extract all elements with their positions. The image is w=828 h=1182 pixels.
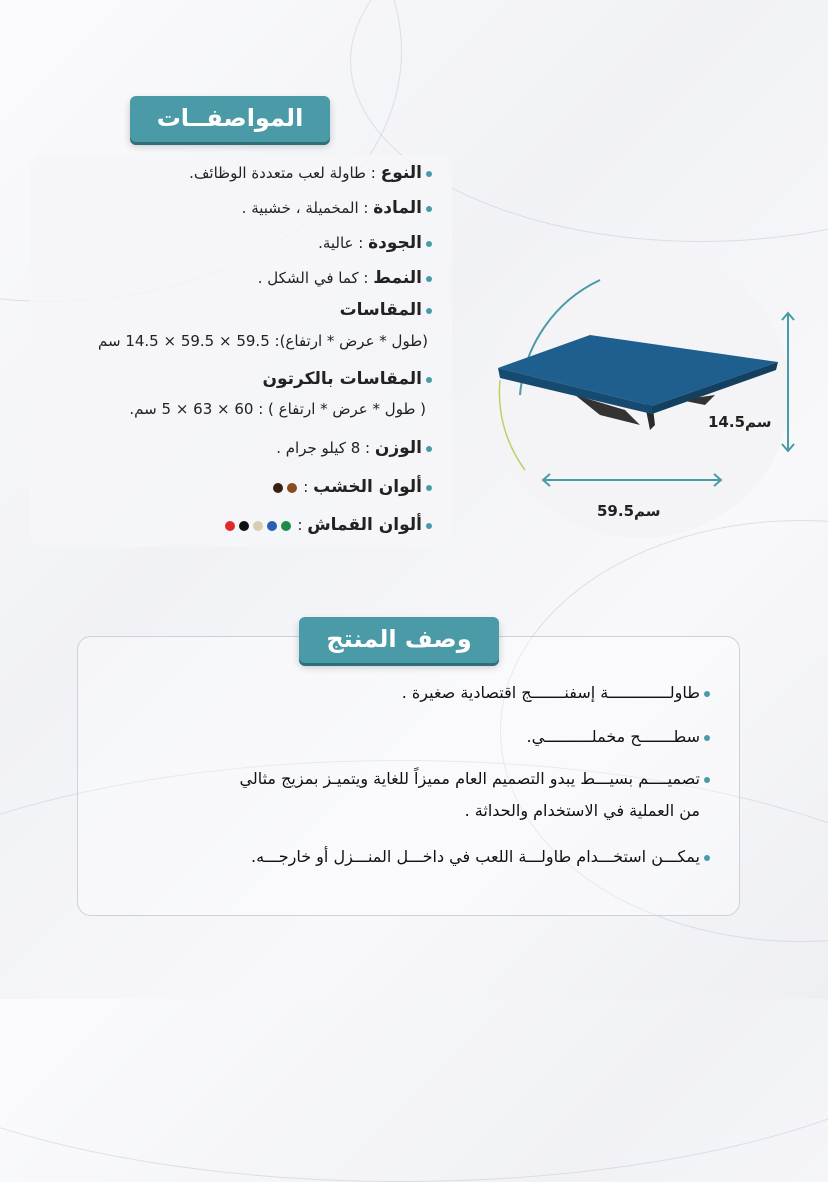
wood-color-swatches: [271, 478, 299, 496]
description-line: طاولـــــــــــــة إسفنـــــــج اقتصادية صغيرة .: [402, 683, 710, 702]
spec-style: النمط : كما في الشكل .: [258, 268, 432, 288]
width-arrow-icon: [540, 470, 724, 490]
bullet-icon: [426, 206, 432, 212]
table-top: [498, 335, 778, 406]
bullet-icon: [426, 446, 432, 452]
spec-dimensions: المقاسات: [340, 300, 432, 320]
spec-quality: الجودة : عالية.: [318, 233, 432, 253]
spec-weight: الوزن : 8 كيلو جرام .: [276, 438, 432, 458]
bullet-icon: [426, 523, 432, 529]
fabric-color-swatches: [223, 516, 293, 534]
color-swatch: [273, 483, 283, 493]
bullet-icon: [426, 171, 432, 177]
color-swatch: [267, 521, 277, 531]
bullet-icon: [426, 308, 432, 314]
height-arrow-icon: [778, 310, 798, 454]
bullet-icon: [704, 691, 710, 697]
bullet-icon: [704, 777, 710, 783]
description-line: يمكـــن استخـــدام طاولـــة اللعب في داخـــل المنـــزل أو خارجـــه.: [251, 847, 710, 866]
decorative-arc: [499, 380, 525, 470]
height-label: 14.5سم: [708, 413, 772, 431]
color-swatch: [281, 521, 291, 531]
spec-type: النوع : طاولة لعب متعددة الوظائف.: [189, 163, 432, 183]
spec-fabric-colors: ألوان القماش :: [223, 515, 432, 535]
spec-carton-dimensions-value: ( طول * عرض * ارتفاع ) : 60 × 63 × 5 سم.: [129, 400, 426, 418]
color-swatch: [253, 521, 263, 531]
color-swatch: [239, 521, 249, 531]
bullet-icon: [704, 735, 710, 741]
bullet-icon: [426, 241, 432, 247]
specs-title: المواصفــات: [130, 96, 330, 142]
description-line: سطـــــــح مخملــــــــــي.: [527, 727, 711, 746]
description-line: تصميــــم بسيـــط يبدو التصميم العام مميزاً للغاية ويتميـز بمزيج مثالي: [240, 769, 710, 788]
bullet-icon: [426, 377, 432, 383]
description-title: وصف المنتج: [299, 617, 499, 663]
bullet-icon: [426, 276, 432, 282]
spec-carton-dimensions: المقاسات بالكرتون: [263, 369, 433, 389]
spec-dimensions-value: (طول * عرض * ارتفاع): 59.5 × 59.5 × 14.5 سم: [97, 332, 428, 350]
spec-wood-colors: ألوان الخشب :: [271, 477, 432, 497]
bullet-icon: [426, 485, 432, 491]
spec-material: المادة : المخميلة ، خشبية .: [242, 198, 432, 218]
color-swatch: [287, 483, 297, 493]
color-swatch: [225, 521, 235, 531]
bullet-icon: [704, 855, 710, 861]
width-label: 59.5سم: [597, 502, 661, 520]
description-line-continued: من العملية في الاستخدام والحداثة .: [464, 801, 700, 820]
